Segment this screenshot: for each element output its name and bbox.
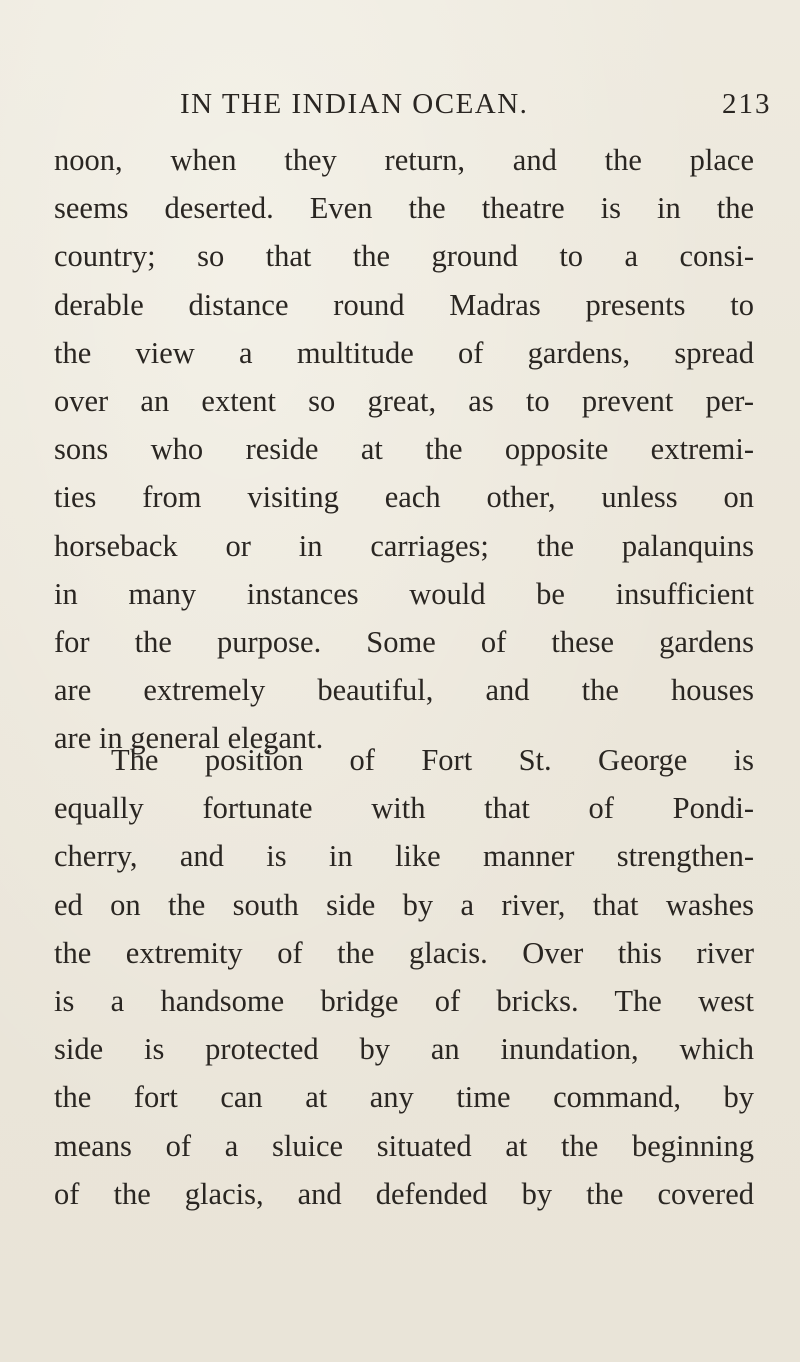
text-line: the extremity of the glacis. Over this river (54, 935, 754, 970)
text-line: ed on the south side by a river, that washes (54, 887, 754, 922)
text-line: The position of Fort St. George is (111, 743, 754, 777)
text-line: over an extent so great, as to prevent per- (54, 383, 754, 418)
text-line: country; so that the ground to a consi- (54, 239, 754, 274)
text-line: noon, when they return, and the place (54, 143, 754, 177)
page-number: 213 (722, 88, 772, 120)
text-line: the fort can at any time command, by (54, 1080, 754, 1115)
text-line: cherry, and is in like manner strengthen- (54, 839, 754, 874)
text-line: side is protected by an inundation, which (54, 1032, 754, 1067)
text-line: in many instances would be insufficient (54, 576, 754, 611)
paragraph-1 (54, 136, 754, 762)
paragraph-2 (54, 736, 754, 1218)
text-line: means of a sluice situated at the beginning (54, 1128, 754, 1163)
text-line: sons who reside at the opposite extremi- (54, 432, 754, 467)
text-line: the view a multitude of gardens, spread (54, 335, 754, 370)
text-line: are extremely beautiful, and the houses (54, 673, 754, 708)
text-line: of the glacis, and defended by the covered (54, 1176, 754, 1211)
running-title: IN THE INDIAN OCEAN. (180, 88, 529, 120)
text-line: equally fortunate with that of Pondi- (54, 791, 754, 826)
text-line: are in general elegant. (54, 721, 324, 756)
text-line: derable distance round Madras presents to (54, 287, 754, 322)
running-head (0, 88, 800, 128)
text-line: is a handsome bridge of bricks. The west (54, 983, 754, 1018)
text-line: for the purpose. Some of these gardens (54, 624, 754, 659)
text-line: seems deserted. Even the theatre is in the (54, 191, 754, 226)
text-line: ties from visiting each other, unless on (54, 480, 754, 515)
text-line: horseback or in carriages; the palanquins (54, 528, 754, 563)
